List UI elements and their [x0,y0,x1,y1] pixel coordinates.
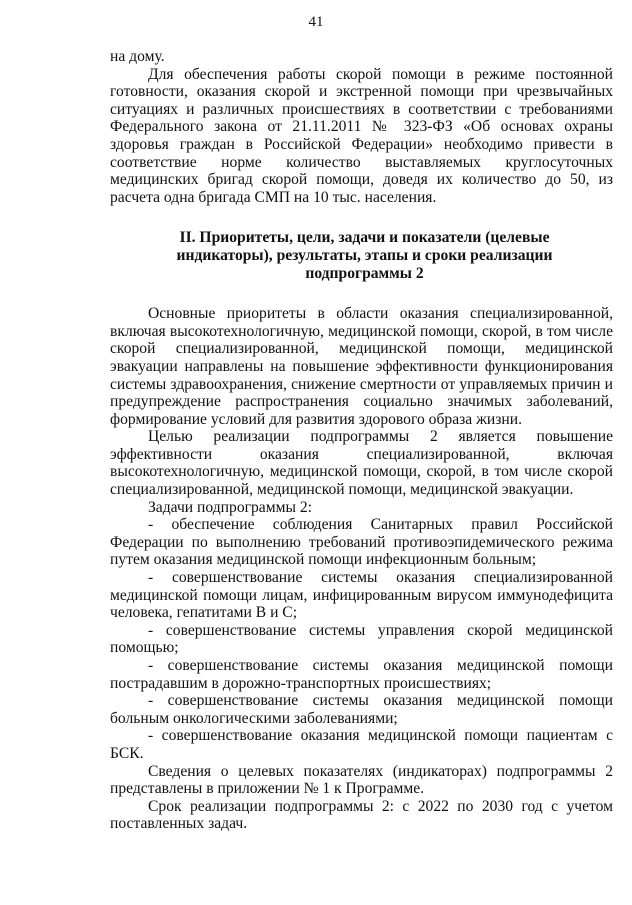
task-item: - совершенствование системы оказания медицинской помощи пострадавшим в дорожно-транспортных происшествиях; [110,657,613,692]
task-item: - совершенствование системы оказания медицинской помощи больным онкологическими заболеваниями; [110,692,613,727]
task-item: - совершенствование системы оказания специализированной медицинской помощи лицам, инфицированным вирусом иммунодефицита человека, гепатитами В и С; [110,569,613,622]
continuation-line: на дому. [110,48,165,65]
document-body [110,48,613,833]
indicators-paragraph: Сведения о целевых показателях (индикаторах) подпрограммы 2 представлены в приложении № 1 к Программе. [110,762,613,798]
goal-paragraph: Целью реализации подпрограммы 2 является повышение эффективности оказания специализированной, включая высокотехнологичную, медицинской помощи, скорой, в том числе скорой специализированной, медицинской помощи, медицинской эвакуации. [110,428,613,499]
priorities-paragraph: Основные приоритеты в области оказания специализированной, включая высокотехнологичную, медицинской помощи, скорой, в том числе скорой специализированной, медицинской помощи, медицинской эвакуации направлены на повышение эффективности функционирования системы здравоохранения, снижение смертности от управляемых причин и предупреждение распространения социально значимых заболеваний, формирование условий для развития здорового образа жизни. [110,305,613,428]
section-heading: II. Приоритеты, цели, задачи и показатели (целевые индикаторы), результаты, этапы и сроки реализации подпрограммы 2 [176,229,553,282]
spacer [110,206,613,229]
intro-paragraph: Для обеспечения работы скорой помощи в режиме постоянной готовности, оказания скорой и экстренной помощи при чрезвычайных ситуациях и различных происшествиях в соответствии с требованиями Федерального закона от 21.11.2011 № 323-ФЗ «Об основах охраны здоровья граждан в Российской Федерации» необходимо привести в соответствие норме количество выставляемых круглосуточных медицинских бригад скорой помощи, доведя их количество до 50, из расчета одна бригада СМП на 10 тыс. населения. [110,65,613,206]
timeline-paragraph: Срок реализации подпрограммы 2: с 2022 по 2030 год с учетом поставленных задач. [110,797,613,833]
tasks-label: Задачи подпрограммы 2: [148,498,312,516]
spacer [110,282,613,305]
task-item: - совершенствование оказания медицинской помощи пациентам с БСК. [110,727,613,762]
page-number: 41 [308,14,324,30]
task-item: - совершенствование системы управления скорой медицинской помощью; [110,621,613,657]
task-item: - обеспечение соблюдения Санитарных правил Российской Федерации по выполнению требований противоэпидемического режима путем оказания медицинской помощи инфекционным больным; [110,516,613,569]
